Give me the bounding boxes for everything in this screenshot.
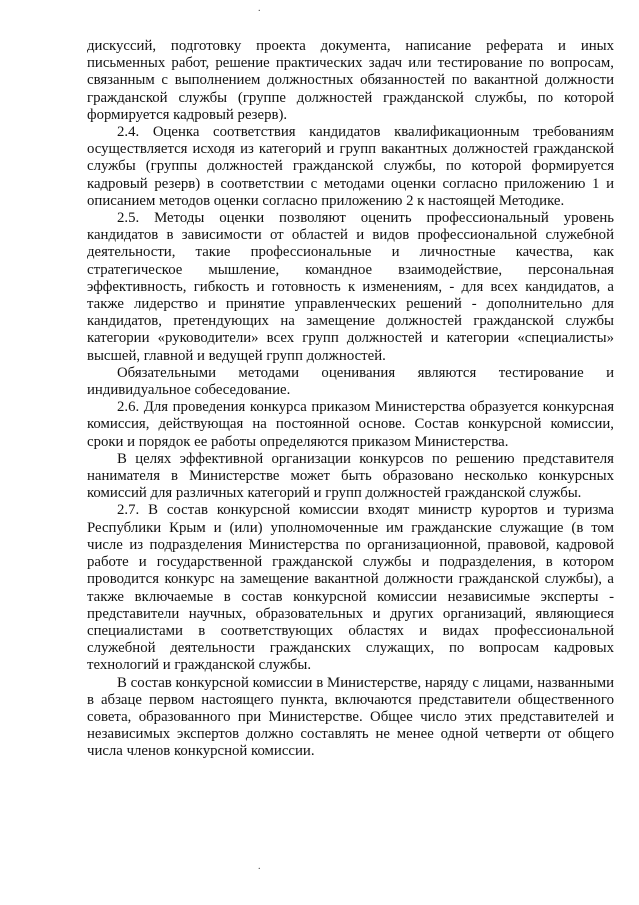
paragraph-2-5: 2.5. Методы оценки позволяют оценить профессиональный уровень кандидатов в зависимости от областей и видов профессиональной служебной деятельности, такие профессиональные и личностные качества, как стратегическое мышление, командное взаимодействие, персональная эффективность, гибкость и готовность к изменениям, - для всех кандидатов, а также лидерство и принятие управленческих решений - дополнительно для кандидатов, претендующих на замещение должностей гражданской службы категории «руководители» всех групп должностей и категории «специалисты» высшей, главной и ведущей групп должностей.	[87, 210, 614, 364]
paragraph-mandatory-methods: Обязательными методами оценивания являются тестирование и индивидуальное собеседование.	[87, 364, 614, 399]
page-top-mark: .	[258, 3, 261, 14]
document-body	[87, 38, 614, 761]
paragraph-continuation: дискуссий, подготовку проекта документа, написание реферата и иных письменных работ, решение практических задач или тестирование по вопросам, связанным с выполнением должностных обязанностей по вакантной должности гражданской службы (группе должностей гражданской службы, по которой формируется кадровый резерв).	[87, 38, 614, 123]
paragraph-multiple-commissions: В целях эффективной организации конкурсов по решению представителя нанимателя в Министерстве может быть образовано несколько конкурсных комиссий для различных категорий и групп должностей гражданской службы.	[87, 450, 614, 502]
page-bottom-mark: .	[258, 861, 261, 872]
paragraph-2-7: 2.7. В состав конкурсной комиссии входят министр курортов и туризма Республики Крым и (или) уполномоченные им гражданские служащие (в том числе из подразделения Министерства по организационной, правовой, кадровой работе и государственной гражданской службы и подразделения, в котором проводится конкурс на замещение вакантной должности гражданской службы), а также включаемые в состав конкурсной комиссии независимые эксперты - представители научных, образовательных и других организаций, являющиеся специалистами в соответствующих областях и видах профессиональной служебной деятельности гражданских служащих, по вопросам кадровых технологий и гражданской службы.	[87, 502, 614, 674]
paragraph-2-6: 2.6. Для проведения конкурса приказом Министерства образуется конкурсная комиссия, действующая на постоянной основе. Состав конкурсной комиссии, сроки и порядок ее работы определяются приказом Министерства.	[87, 399, 614, 450]
paragraph-2-4: 2.4. Оценка соответствия кандидатов квалификационным требованиям осуществляется исходя из категорий и групп вакантных должностей гражданской службы (группы должностей гражданской службы, по которой формируется кадровый резерв) в соответствии с методами оценки согласно приложению 1 и описанием методов оценки согласно приложению 2 к настоящей Методике.	[87, 124, 614, 209]
paragraph-public-council: В состав конкурсной комиссии в Министерстве, наряду с лицами, названными в абзаце первом настоящего пункта, включаются представители общественного совета, образованного при Министерстве. Общее число этих представителей и независимых экспертов должно составлять не менее одной четверти от общего числа членов конкурсной комиссии.	[87, 674, 614, 760]
